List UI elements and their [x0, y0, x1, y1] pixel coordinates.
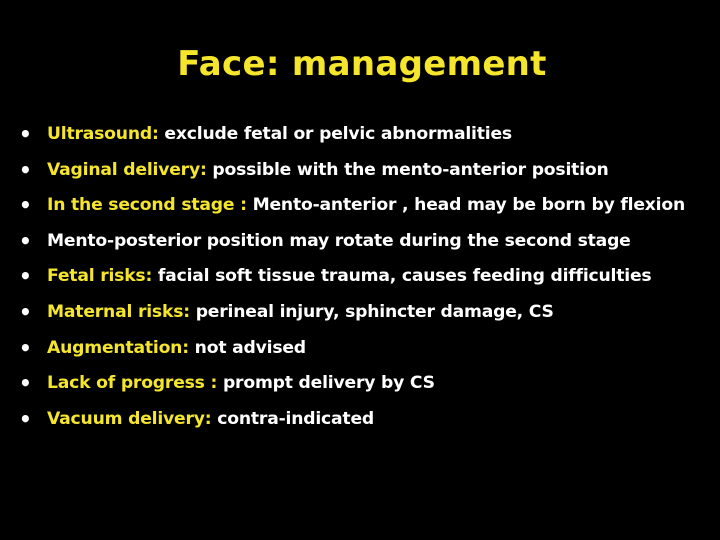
- bullet-keyword: In the second stage :: [47, 195, 247, 216]
- bullet-item: [0, 402, 720, 438]
- bullet-text: [47, 153, 609, 189]
- bullet-text: [47, 117, 512, 153]
- bullet-dot-icon: •: [19, 264, 32, 289]
- bullet-description: possible with the mento-anterior position: [206, 159, 609, 180]
- bullet-dot-icon: •: [19, 371, 32, 396]
- bullet-description: Mento-posterior position may rotate during the second stage: [47, 230, 631, 251]
- bullet-description: Mento-anterior , head may be born by flexion: [246, 195, 686, 216]
- bullet-keyword: Augmentation:: [47, 337, 189, 358]
- bullet-keyword: Vaginal delivery:: [47, 159, 207, 180]
- bullet-item: [0, 366, 720, 402]
- bullet-dot-icon: •: [19, 122, 32, 146]
- bullet-description: prompt delivery by CS: [217, 373, 435, 394]
- bullet-keyword: Lack of progress :: [47, 373, 218, 394]
- bullet-item: [0, 224, 720, 260]
- bullet-text: [47, 366, 435, 402]
- bullet-description: perineal injury, sphincter damage, CS: [189, 301, 554, 322]
- bullet-text: [47, 188, 685, 224]
- bullet-dot-icon: •: [19, 406, 32, 431]
- bullet-item: [0, 188, 720, 224]
- bullet-text: [47, 331, 306, 367]
- bullet-dot-icon: •: [19, 157, 32, 182]
- bullet-keyword: Vacuum delivery:: [47, 408, 212, 429]
- bullet-list: [0, 117, 720, 437]
- bullet-dot-icon: •: [19, 335, 32, 360]
- bullet-keyword: Fetal risks:: [47, 266, 153, 287]
- bullet-text: [47, 259, 651, 295]
- bullet-description: contra-indicated: [211, 408, 375, 429]
- bullet-dot-icon: •: [19, 193, 32, 218]
- bullet-description: exclude fetal or pelvic abnormalities: [158, 124, 512, 144]
- bullet-description: not advised: [188, 337, 306, 358]
- bullet-text: [47, 402, 374, 438]
- bullet-keyword: Maternal risks:: [47, 301, 190, 322]
- bullet-item: [0, 331, 720, 367]
- bullet-item: [0, 117, 720, 153]
- bullet-item: [0, 295, 720, 331]
- bullet-item: [0, 259, 720, 295]
- bullet-dot-icon: •: [19, 299, 32, 324]
- bullet-dot-icon: •: [19, 228, 32, 253]
- bullet-keyword: Ultrasound:: [47, 124, 159, 144]
- bullet-text: [47, 295, 554, 331]
- bullet-text: [47, 224, 631, 260]
- slide-title: Face: management: [177, 44, 547, 84]
- bullet-description: facial soft tissue trauma, causes feeding difficulties: [152, 266, 652, 287]
- bullet-item: [0, 153, 720, 189]
